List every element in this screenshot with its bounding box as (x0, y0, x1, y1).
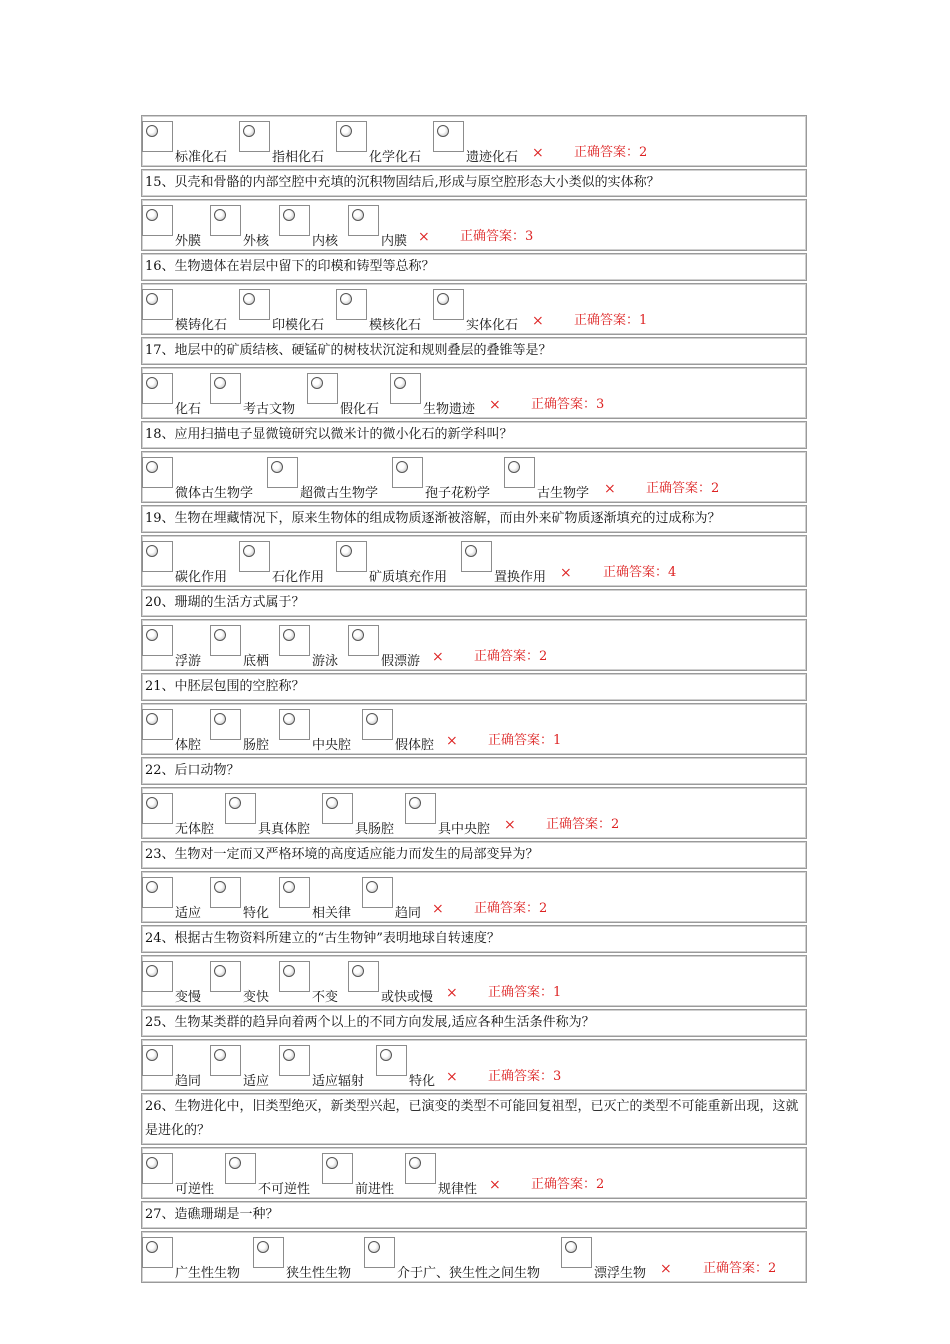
radio-circle-icon (283, 629, 295, 641)
correct-answer: 正确答案：3 (488, 1069, 562, 1084)
radio-button[interactable] (239, 121, 270, 152)
radio-button[interactable] (504, 457, 535, 488)
radio-button[interactable] (210, 625, 241, 656)
radio-button[interactable] (142, 1045, 173, 1076)
radio-button[interactable] (142, 541, 173, 572)
wrong-mark-icon: × (489, 1177, 501, 1193)
radio-circle-icon (146, 1157, 158, 1169)
option-label: 内核 (312, 234, 339, 249)
wrong-mark-icon: × (660, 1261, 672, 1277)
option-label: 适应辐射 (312, 1074, 365, 1089)
option-label: 具真体腔 (258, 822, 311, 837)
radio-circle-icon (214, 1049, 226, 1061)
radio-circle-icon (340, 293, 352, 305)
radio-button[interactable] (279, 205, 310, 236)
radio-button[interactable] (392, 457, 423, 488)
radio-button[interactable] (336, 541, 367, 572)
radio-button[interactable] (142, 121, 173, 152)
correct-answer: 正确答案：2 (646, 481, 720, 496)
radio-circle-icon (146, 377, 158, 389)
radio-button[interactable] (364, 1237, 395, 1268)
question-text: 17、地层中的矿质结核、硬锰矿的树枝状沉淀和规则叠层的叠锥等是？ (141, 337, 807, 365)
radio-button[interactable] (279, 1045, 310, 1076)
option-label: 不可逆性 (258, 1182, 311, 1197)
radio-button[interactable] (376, 1045, 407, 1076)
radio-button[interactable] (142, 625, 173, 656)
correct-answer: 正确答案：4 (603, 565, 677, 580)
radio-button[interactable] (142, 1153, 173, 1184)
option-label: 置换作用 (494, 570, 547, 585)
option-label: 适应 (243, 1074, 270, 1089)
options-row (141, 619, 807, 671)
option-label: 中央腔 (312, 738, 352, 753)
wrong-mark-icon: × (532, 145, 544, 161)
correct-answer: 正确答案：1 (488, 733, 562, 748)
radio-button[interactable] (348, 625, 379, 656)
radio-circle-icon (214, 965, 226, 977)
radio-circle-icon (283, 713, 295, 725)
correct-answer: 正确答案：2 (574, 145, 648, 160)
radio-circle-icon (380, 1049, 392, 1061)
options-row (141, 1147, 807, 1199)
radio-button[interactable] (225, 1153, 256, 1184)
radio-circle-icon (565, 1241, 577, 1253)
options-row (141, 283, 807, 335)
radio-circle-icon (146, 797, 158, 809)
option-label: 特化 (409, 1074, 436, 1089)
radio-circle-icon (229, 797, 241, 809)
option-label: 漂浮生物 (594, 1266, 647, 1281)
option-label: 不变 (312, 990, 339, 1005)
radio-button[interactable] (142, 877, 173, 908)
radio-circle-icon (229, 1157, 241, 1169)
radio-button[interactable] (322, 793, 353, 824)
option-label: 孢子花粉学 (425, 486, 491, 501)
radio-button[interactable] (210, 205, 241, 236)
wrong-mark-icon: × (604, 481, 616, 497)
option-label: 具肠腔 (355, 822, 395, 837)
radio-button[interactable] (348, 205, 379, 236)
radio-button[interactable] (336, 121, 367, 152)
option-label: 特化 (243, 906, 270, 921)
option-label: 印模化石 (272, 318, 325, 333)
option-label: 指相化石 (272, 150, 325, 165)
quiz-table (141, 115, 807, 1285)
option-label: 生物遗迹 (423, 402, 476, 417)
radio-button[interactable] (210, 961, 241, 992)
radio-circle-icon (409, 1157, 421, 1169)
option-label: 假漂游 (381, 654, 421, 669)
option-label: 外核 (243, 234, 270, 249)
radio-button[interactable] (362, 709, 393, 740)
radio-circle-icon (146, 1241, 158, 1253)
radio-circle-icon (409, 797, 421, 809)
radio-circle-icon (214, 377, 226, 389)
option-label: 或快或慢 (381, 990, 434, 1005)
correct-answer: 正确答案：2 (703, 1261, 777, 1276)
radio-circle-icon (437, 125, 449, 137)
correct-answer: 正确答案：3 (531, 397, 605, 412)
wrong-mark-icon: × (432, 901, 444, 917)
wrong-mark-icon: × (532, 313, 544, 329)
radio-circle-icon (146, 881, 158, 893)
correct-answer: 正确答案：2 (531, 1177, 605, 1192)
radio-circle-icon (283, 881, 295, 893)
radio-circle-icon (326, 797, 338, 809)
radio-circle-icon (146, 293, 158, 305)
correct-answer: 正确答案：2 (474, 901, 548, 916)
radio-circle-icon (508, 461, 520, 473)
option-label: 遗迹化石 (466, 150, 519, 165)
radio-circle-icon (340, 125, 352, 137)
option-label: 碳化作用 (175, 570, 228, 585)
option-label: 介于广、狭生性之间生物 (397, 1266, 541, 1281)
radio-circle-icon (366, 881, 378, 893)
radio-button[interactable] (336, 289, 367, 320)
radio-button[interactable] (362, 877, 393, 908)
radio-button[interactable] (405, 1153, 436, 1184)
radio-button[interactable] (142, 205, 173, 236)
question-text: 16、生物遗体在岩层中留下的印模和铸型等总称？ (141, 253, 807, 281)
correct-answer: 正确答案：2 (546, 817, 620, 832)
wrong-mark-icon: × (418, 229, 430, 245)
option-label: 模核化石 (369, 318, 422, 333)
option-label: 具中央腔 (438, 822, 491, 837)
radio-circle-icon (437, 293, 449, 305)
radio-circle-icon (146, 713, 158, 725)
question-text: 18、应用扫描电子显微镜研究以微米计的微小化石的新学科叫？ (141, 421, 807, 449)
radio-button[interactable] (239, 289, 270, 320)
question-text: 21、中胚层包围的空腔称？ (141, 673, 807, 701)
radio-button[interactable] (210, 877, 241, 908)
wrong-mark-icon: × (446, 985, 458, 1001)
radio-circle-icon (283, 209, 295, 221)
radio-button[interactable] (307, 373, 338, 404)
option-label: 肠腔 (243, 738, 270, 753)
option-label: 变快 (243, 990, 270, 1005)
radio-circle-icon (271, 461, 283, 473)
radio-button[interactable] (239, 541, 270, 572)
option-label: 假化石 (340, 402, 380, 417)
radio-button[interactable] (279, 961, 310, 992)
option-label: 考古文物 (243, 402, 296, 417)
option-label: 模铸化石 (175, 318, 228, 333)
radio-circle-icon (326, 1157, 338, 1169)
radio-circle-icon (214, 629, 226, 641)
radio-circle-icon (146, 965, 158, 977)
option-label: 标准化石 (175, 150, 228, 165)
radio-button[interactable] (279, 625, 310, 656)
options-row (141, 703, 807, 755)
option-label: 石化作用 (272, 570, 325, 585)
radio-circle-icon (366, 713, 378, 725)
radio-button[interactable] (279, 709, 310, 740)
wrong-mark-icon: × (446, 733, 458, 749)
option-label: 变慢 (175, 990, 202, 1005)
radio-circle-icon (214, 209, 226, 221)
radio-button[interactable] (142, 793, 173, 824)
options-row (141, 787, 807, 839)
radio-button[interactable] (433, 121, 464, 152)
radio-circle-icon (394, 377, 406, 389)
radio-button[interactable] (279, 877, 310, 908)
option-label: 体腔 (175, 738, 202, 753)
options-row (141, 1039, 807, 1091)
options-row (141, 367, 807, 419)
radio-button[interactable] (461, 541, 492, 572)
radio-circle-icon (146, 629, 158, 641)
radio-button[interactable] (210, 1045, 241, 1076)
radio-circle-icon (283, 1049, 295, 1061)
option-label: 规律性 (438, 1182, 478, 1197)
option-label: 微体古生物学 (175, 486, 254, 501)
option-label: 趋同 (175, 1074, 202, 1089)
radio-circle-icon (283, 965, 295, 977)
radio-button[interactable] (405, 793, 436, 824)
option-label: 内膜 (381, 234, 408, 249)
question-text: 27、造礁珊瑚是一种？ (141, 1201, 807, 1229)
correct-answer: 正确答案：3 (460, 229, 534, 244)
radio-circle-icon (214, 713, 226, 725)
option-label: 浮游 (175, 654, 202, 669)
radio-circle-icon (243, 293, 255, 305)
radio-circle-icon (311, 377, 323, 389)
radio-circle-icon (465, 545, 477, 557)
radio-button[interactable] (142, 457, 173, 488)
radio-circle-icon (352, 209, 364, 221)
radio-button[interactable] (561, 1237, 592, 1268)
radio-circle-icon (146, 461, 158, 473)
option-label: 矿质填充作用 (369, 570, 448, 585)
options-row (141, 1231, 807, 1283)
radio-button[interactable] (322, 1153, 353, 1184)
radio-button[interactable] (210, 373, 241, 404)
options-row (141, 199, 807, 251)
radio-circle-icon (396, 461, 408, 473)
option-label: 外膜 (175, 234, 202, 249)
wrong-mark-icon: × (446, 1069, 458, 1085)
radio-circle-icon (352, 629, 364, 641)
correct-answer: 正确答案：2 (474, 649, 548, 664)
radio-button[interactable] (267, 457, 298, 488)
radio-button[interactable] (142, 1237, 173, 1268)
radio-button[interactable] (225, 793, 256, 824)
radio-button[interactable] (142, 289, 173, 320)
option-label: 前进性 (355, 1182, 395, 1197)
option-label: 古生物学 (537, 486, 590, 501)
option-label: 相关律 (312, 906, 352, 921)
wrong-mark-icon: × (504, 817, 516, 833)
correct-answer: 正确答案：1 (574, 313, 648, 328)
option-label: 广生性生物 (175, 1266, 241, 1281)
wrong-mark-icon: × (432, 649, 444, 665)
question-text: 23、生物对一定而又严格环境的高度适应能力而发生的局部变异为？ (141, 841, 807, 869)
correct-answer: 正确答案：1 (488, 985, 562, 1000)
question-text: 20、珊瑚的生活方式属于？ (141, 589, 807, 617)
options-row (141, 535, 807, 587)
radio-circle-icon (257, 1241, 269, 1253)
radio-circle-icon (146, 125, 158, 137)
option-label: 趋同 (395, 906, 422, 921)
option-label: 超微古生物学 (300, 486, 379, 501)
option-label: 化学化石 (369, 150, 422, 165)
options-row (141, 451, 807, 503)
radio-button[interactable] (348, 961, 379, 992)
option-label: 适应 (175, 906, 202, 921)
question-text: 25、生物某类群的趋异向着两个以上的不同方向发展,适应各种生活条件称为？ (141, 1009, 807, 1037)
radio-button[interactable] (390, 373, 421, 404)
option-label: 底栖 (243, 654, 270, 669)
option-label: 可逆性 (175, 1182, 215, 1197)
radio-button[interactable] (142, 961, 173, 992)
option-label: 假体腔 (395, 738, 435, 753)
options-row (141, 871, 807, 923)
question-text: 15、贝壳和骨骼的内部空腔中充填的沉积物固结后,形成与原空腔形态大小类似的实体称？ (141, 169, 807, 197)
radio-circle-icon (368, 1241, 380, 1253)
option-label: 无体腔 (175, 822, 215, 837)
option-label: 化石 (175, 402, 202, 417)
option-label: 游泳 (312, 654, 339, 669)
question-text: 22、后口动物？ (141, 757, 807, 785)
question-text: 24、根据古生物资料所建立的“古生物钟”表明地球自转速度？ (141, 925, 807, 953)
question-text: 26、生物进化中，旧类型绝灭，新类型兴起，已演变的类型不可能回复祖型，已灭亡的类型不可能重新出现，这就是进化的？ (141, 1093, 807, 1145)
options-row (141, 955, 807, 1007)
question-text: 19、生物在埋藏情况下，原来生物体的组成物质逐渐被溶解，而由外来矿物质逐渐填充的过成称为？ (141, 505, 807, 533)
radio-circle-icon (146, 1049, 158, 1061)
radio-button[interactable] (142, 373, 173, 404)
options-row (141, 115, 807, 167)
radio-circle-icon (352, 965, 364, 977)
radio-circle-icon (340, 545, 352, 557)
option-label: 实体化石 (466, 318, 519, 333)
radio-circle-icon (146, 545, 158, 557)
radio-circle-icon (243, 545, 255, 557)
radio-button[interactable] (253, 1237, 284, 1268)
radio-button[interactable] (142, 709, 173, 740)
radio-circle-icon (214, 881, 226, 893)
radio-circle-icon (146, 209, 158, 221)
radio-button[interactable] (210, 709, 241, 740)
radio-button[interactable] (433, 289, 464, 320)
radio-circle-icon (243, 125, 255, 137)
option-label: 狭生性生物 (286, 1266, 352, 1281)
wrong-mark-icon: × (489, 397, 501, 413)
wrong-mark-icon: × (560, 565, 572, 581)
